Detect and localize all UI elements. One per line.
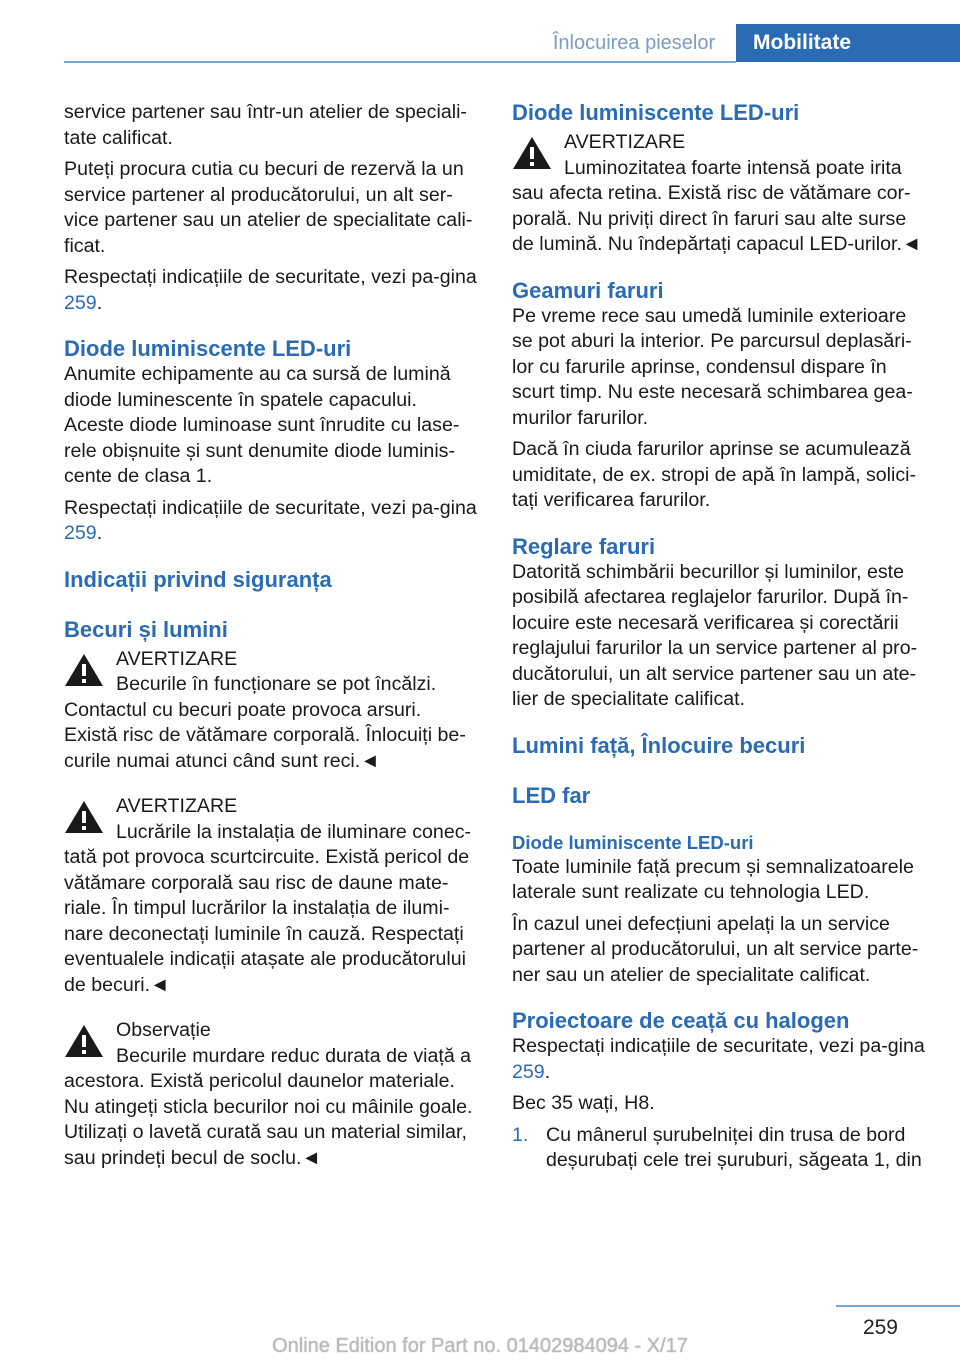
page-link[interactable]: 259 [64, 522, 97, 544]
section-tab[interactable]: Înlocuirea pieselor [552, 32, 716, 54]
heading-fog: Proiectoare de ceață cu halogen [512, 1008, 850, 1033]
list-item [512, 1123, 928, 1174]
note-text: acestora. Există pericolul daunelor materiale. Nu atingeți sticla becurilor noi cu mâinile goale. Utilizați o lavetă curată sau un material similar, sau prindeți becul de soclu.◄ [64, 1070, 473, 1169]
safety-reference [512, 1034, 928, 1085]
reference-text: Respectați indicațiile de securitate, vezi pa-gina [512, 1035, 925, 1057]
heading-safety: Indicații privind siguranța [64, 566, 332, 592]
heading-glass: Geamuri faruri [512, 277, 664, 303]
paragraph: Puteți procura cutia cu becuri de rezervă la un service partener al producătorului, un alt ser-vice partener sau un atelier de specialitate cali-ficat. [64, 158, 473, 257]
warning-text: sau afecta retina. Există risc de vătămare cor-porală. Nu priviți direct în faruri sau alte surse de lumină. Nu îndepărtați capacul LED-urilor.◄ [512, 182, 922, 255]
warning-title: AVERTIZARE [564, 131, 686, 153]
subheading-led: Diode luminiscente LED-uri [512, 831, 754, 853]
reference-end: . [544, 1060, 551, 1083]
note-first-line: Becurile murdare reduc durata de viață a [116, 1044, 472, 1067]
safety-reference [64, 496, 480, 547]
reference-end: . [96, 291, 103, 314]
warning-first-line: Becurile în funcționare se pot încălzi. [116, 673, 437, 695]
warning-triangle-icon [64, 1024, 104, 1058]
warning-triangle-icon [64, 800, 104, 834]
reference-end: . [96, 522, 103, 544]
warning-title: AVERTIZARE [116, 795, 238, 817]
safety-reference [64, 265, 480, 316]
paragraph: Pe vreme rece sau umedă luminile exterioare se pot aburi la interior. Pe parcursul deplasări-lor cu farurile aprinse, condensul dispare în scurt timp. Nu este necesară schimbarea gea-murilor farurilor. [512, 304, 913, 429]
paragraph: Bec 35 wați, H8. [512, 1092, 655, 1114]
heading-front-lights: Lumini față, Înlocuire becuri [512, 732, 806, 758]
warning-text: tată pot provoca scurtcircuite. Există pericol de vătămare corporală sau risc de daune mate-riale. În timpul lucrărilor la instalația de ilumi-nare deconectați luminile în cauză. Respectați eventualele indicații atașate ale producătorului de becuri.◄ [64, 846, 470, 996]
left-column [64, 100, 480, 1177]
warning-triangle-icon [512, 136, 552, 170]
chapter-tab[interactable]: Mobilitate [736, 24, 960, 62]
heading-led-far: LED far [512, 782, 591, 808]
heading-adjust: Reglare faruri [512, 533, 656, 559]
heading-bulbs: Becuri și lumini [64, 616, 228, 642]
paragraph: Anumite echipamente au ca sursă de lumină diode luminescente în spatele capacului. Aceste diode luminoase sunt înrudite cu lase-rele obișnuite și sunt denumite diode luminis-cente de clasa 1. [64, 363, 460, 487]
reference-text: Respectați indicațiile de securitate, vezi pa-gina [64, 496, 477, 519]
page-link[interactable]: 259 [64, 291, 97, 314]
paragraph: Datorită schimbării becurillor și luminilor, este posibilă afectarea reglajelor farurilor. După în-locuire este necesară verificarea și corectării reglajului farurilor la un service partener al pro-ducătorului, un alt service partener sau un ate-lier de specialitate calificat. [512, 560, 918, 710]
heading-led: Diode luminiscente LED-uri [512, 100, 800, 125]
edition-watermark: Online Edition for Part no. 01402984094 - X/17 [272, 1335, 688, 1357]
warning-box [512, 130, 928, 258]
right-column [512, 100, 928, 1174]
warning-box [64, 647, 480, 775]
warning-first-line: Luminozitatea foarte intensă poate irita [564, 156, 902, 179]
warning-first-line: Lucrările la instalația de iluminare conec- [116, 820, 472, 843]
warning-title: AVERTIZARE [116, 647, 238, 670]
warning-triangle-icon [64, 653, 104, 687]
warning-text: Contactul cu becuri poate provoca arsuri. Există risc de vătămare corporală. Înlocuiți be-curile numai atunci când sunt reci.◄ [64, 698, 466, 772]
page-link[interactable]: 259 [512, 1060, 545, 1083]
step-number: 1. [512, 1123, 529, 1146]
paragraph: service partener sau într-un atelier de speciali-tate calificat. [64, 101, 467, 149]
header-rule [64, 61, 736, 63]
paragraph: Dacă în ciuda farurilor aprinse se acumulează umiditate, de ex. stropi de apă în lampă, solici-tați verificarea farurilor. [512, 438, 917, 511]
paragraph: În cazul unei defecțiuni apelați la un service partener al producătorului, un alt service parte-ner sau un atelier de specialitate calificat. [512, 912, 919, 986]
paragraph: Toate luminile față precum și semnalizatoarele laterale sunt realizate cu tehnologia LED. [512, 855, 914, 903]
note-title: Observație [116, 1019, 211, 1041]
warning-box [64, 794, 480, 998]
page-number: 259 [862, 1316, 898, 1339]
note-box [64, 1018, 480, 1171]
heading-led: Diode luminiscente LED-uri [64, 336, 352, 361]
footer-rule [836, 1305, 960, 1307]
page-header [0, 0, 960, 62]
reference-text: Respectați indicațiile de securitate, vezi pa-gina [64, 266, 477, 288]
step-text: Cu mânerul șurubelniței din trusa de bord deșurubați cele trei șuruburi, săgeata 1, din [546, 1123, 922, 1171]
